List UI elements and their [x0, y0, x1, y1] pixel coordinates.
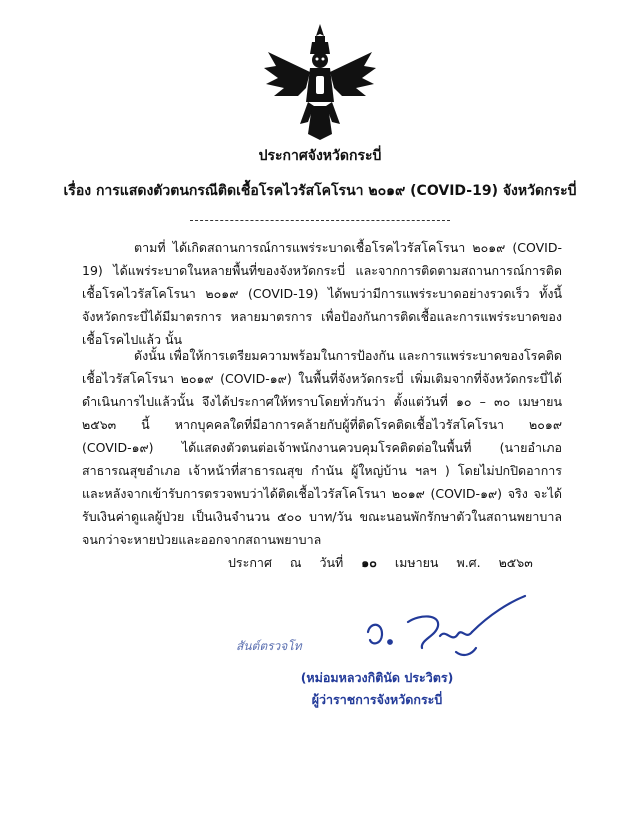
body-paragraph-2: ดังนั้น เพื่อให้การเตรียมความพร้อมในการป้องกัน และการแพร่ระบาดของโรคติดเชื้อไวรัสโคโรนา ๒๐๑๙ (COVID-๑๙) ในพื้นที่จังหวัดกระบี่ เพิ่มเติมจากที่จังหวัดกระบี่ได้ดำเนินการไปแล้วนั้น จึงได้ประกาศให้ทราบโดยทั่วกันว่า ตั้งแต่วันที่ ๑๐ – ๓๐ เมษายน ๒๕๖๓ นี้ หากบุคคลใดที่มีอาการคล้ายกับผู้ที่ติดโรคติดเชื้อไวรัสโคโรนา ๒๐๑๙ (COVID-๑๙) ได้แสดงตัวตนต่อเจ้าพนักงานควบคุมโรคติดต่อในพื้นที่ (นายอำเภอ สาธารณสุขอำเภอ เจ้าหน้าที่สาธารณสุข กำนัน ผู้ใหญ่บ้าน ฯลฯ ) โดยไม่ปกปิดอาการ และหลังจากเข้ารับการตรวจพบว่าได้ติดเชื้อไวรัสโคโรนา ๒๐๑๙ (COVID-๑๙) จริง จะได้รับเงินค่าดูแลผู้ป่วย เป็นเงินจำนวน ๕๐๐ บาท/วัน ขณะนอนพักรักษาตัวในสถานพยาบาล จนกว่าจะหายป่วยและออกจากสถานพยาบาล: [82, 348, 562, 547]
body-paragraph-1: ตามที่ ได้เกิดสถานการณ์การแพร่ระบาดเชื้อโรคไวรัสโคโรนา ๒๐๑๙ (COVID-19) ได้แพร่ระบาดในหลายพื้นที่ของจังหวัดกระบี่ และจากการติดตามสถานการณ์การติดเชื้อโรคไวรัสโคโรนา ๒๐๑๙ (COVID-19) ได้พบว่ามีการแพร่ระบาดอย่างรวดเร็ว ทั้งนี้จังหวัดกระบี่ได้มีมาตรการ หลายมาตรการ เพื่อป้องกันการติดเชื้อและการแพร่ระบาดของเชื้อโรคไปแล้ว นั้น: [82, 240, 562, 347]
date-announce: ประกาศ: [228, 555, 272, 570]
date-at: ณ: [289, 555, 302, 570]
signer-name: (หม่อมหลวงกิตินัด ประวิตร): [300, 670, 454, 685]
certified-stamp: สันต์ตรวจโท: [236, 639, 302, 653]
date-era: พ.ศ.: [456, 555, 481, 570]
signature-icon: [360, 592, 530, 672]
announcement-subject: เรื่อง การแสดงตัวตนกรณีติดเชื้อโรคไวรัสโคโรนา ๒๐๑๙ (COVID-19) จังหวัดกระบี่: [63, 183, 577, 199]
date-line: [228, 553, 608, 573]
dashed-divider: [190, 220, 450, 221]
date-day-label: วันที่: [319, 555, 344, 570]
announcement-title: ประกาศจังหวัดกระบี่: [258, 148, 382, 164]
signer-position: ผู้ว่าราชการจังหวัดกระบี่: [311, 692, 443, 707]
date-day: ๑๐: [361, 555, 377, 570]
garuda-emblem-icon: [258, 22, 382, 142]
date-year: ๒๕๖๓: [498, 555, 533, 570]
date-month: เมษายน: [394, 555, 439, 570]
